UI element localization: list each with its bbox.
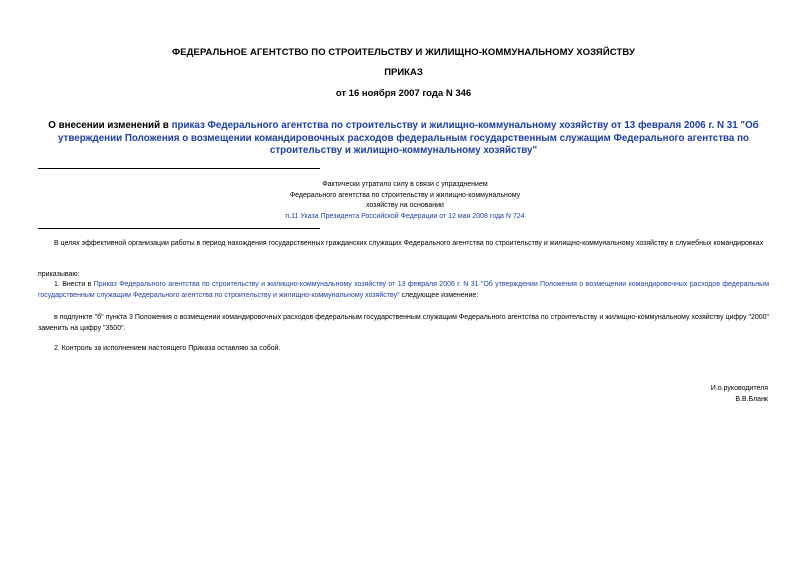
orders-line: приказываю: (38, 271, 80, 278)
title-amended-order-link[interactable]: приказ Федерального агентства по строительству и жилищно-коммунальному хозяйству от 13 февраля 2006 г. N 31 "Об утверждении Положения о возмещении командировочных расходов федеральным государственным служащим Федерального агентства по строительству и жилищно-коммунальному хозяйству" (57, 120, 759, 156)
item-1-amendment-paragraph: в подпункте "б" пункта 3 Положения о возмещении командировочных расходов федеральным государственным служащим Федерального агентства по строительству и жилищно-коммунальному хозяйству цифру "2000" заменить на цифру "3500". (38, 314, 769, 332)
title-prefix: О внесении изменений в (48, 120, 172, 131)
intro-paragraph: В целях эффективной организации работы в период нахождения государственных гражданских служащих Федерального агентства по строительству и жилищно-коммунальному хозяйству в служебных командировках (54, 240, 764, 247)
status-note (230, 180, 580, 222)
note-decree-link[interactable]: п.11 Указа Президента Российской Федерации от 12 мая 2008 года N 724 (285, 212, 525, 220)
signatory-name: В.В.Бланк (735, 396, 768, 403)
divider-top (38, 168, 320, 169)
agency-heading: ФЕДЕРАЛЬНОЕ АГЕНТСТВО ПО СТРОИТЕЛЬСТВУ И ЖИЛИЩНО-КОММУНАЛЬНОМУ ХОЗЯЙСТВУ (172, 47, 635, 58)
note-line-2: Федерального агентства по строительству и жилищно-коммунальному (289, 191, 521, 199)
item-1-prefix: 1. Внести в (54, 281, 94, 288)
note-line-1: Фактически утратило силу в связи с упразднением (322, 181, 488, 188)
divider-bottom (38, 228, 320, 229)
signatory-position: И.о.руководителя (710, 385, 768, 392)
item-2-paragraph: 2. Контроль за исполнением настоящего Приказа оставляю за собой. (54, 345, 281, 352)
document-date-number: от 16 ноября 2007 года N 346 (335, 88, 472, 99)
document-title (40, 120, 767, 158)
item-1-order-link[interactable]: Приказ Федерального агентства по строительству и жилищно-коммунальному хозяйству от 13 февраля 2006 г. N 31 "Об утверждении Положения о возмещении командировочных расходов федеральным государственным служащим Федерального агентства по строительству и жилищно-коммунальному хозяйству" (38, 281, 770, 299)
note-line-3: хозяйству на основании (366, 202, 444, 209)
document-type: ПРИКАЗ (384, 67, 423, 78)
item-1-paragraph (38, 280, 769, 301)
item-1-suffix: следующее изменение: (399, 291, 479, 299)
